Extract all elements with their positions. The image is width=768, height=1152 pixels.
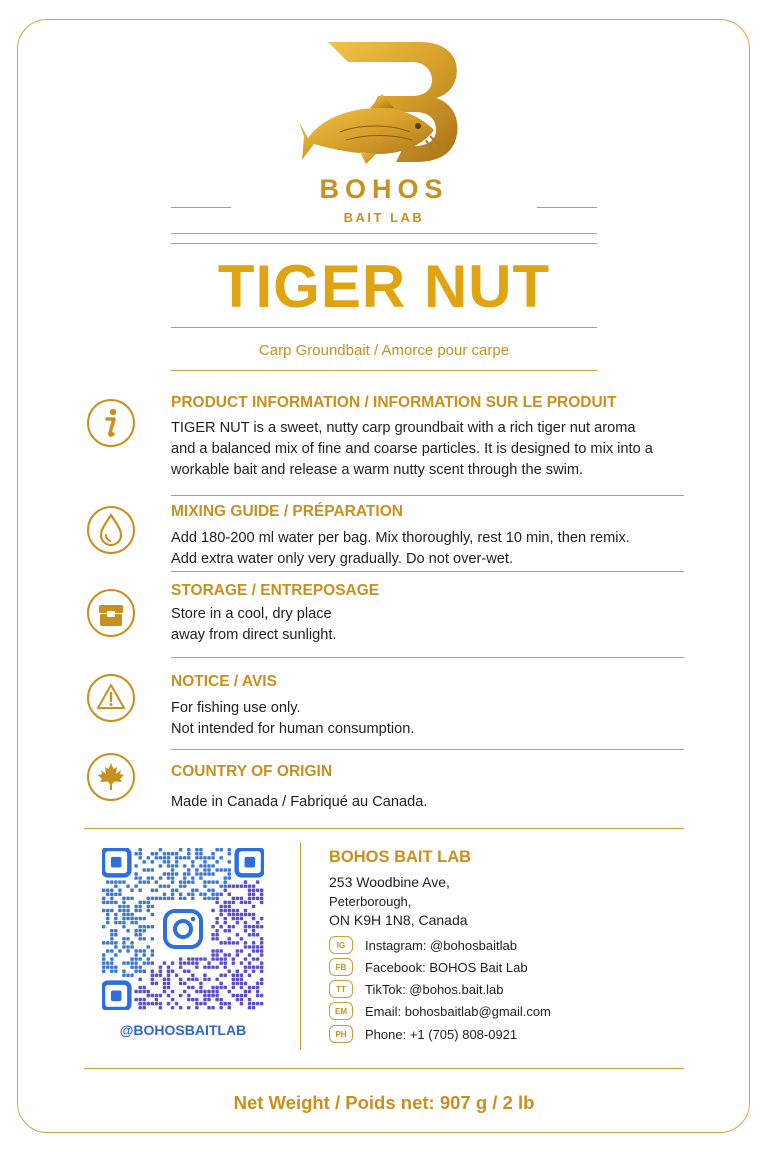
divider — [84, 828, 684, 829]
contact-tiktok[interactable] — [329, 979, 503, 999]
section-text: For fishing use only. Not intended for human consumption. — [171, 700, 415, 737]
contact-email[interactable] — [329, 1001, 551, 1021]
section-heading: NOTICE / AVIS — [171, 673, 277, 690]
contact-phone[interactable] — [329, 1024, 517, 1044]
warning-icon — [86, 673, 136, 723]
maple-leaf-icon — [86, 752, 136, 802]
phone-badge-icon: PH — [329, 1025, 353, 1043]
section-text: Made in Canada / Fabriqué au Canada. — [171, 794, 428, 810]
bohos-logo — [300, 36, 470, 176]
facebook-badge-icon: FB — [329, 958, 353, 976]
qr-handle: @BOHOSBAITLAB — [119, 1022, 247, 1038]
section-text: TIGER NUT is a sweet, nutty carp groundbait with a rich tiger nut aroma and a balanced mix of fine and coarse particles. It is designed to mix into a workable bait and release a warm nutty scent through the swim. — [171, 420, 653, 478]
section-heading: MIXING GUIDE / PRÉPARATION — [171, 503, 403, 520]
divider — [171, 233, 597, 234]
contact-text: Instagram: @bohosbaitlab — [365, 937, 517, 953]
divider — [171, 495, 684, 496]
brand-subtitle: BAIT LAB — [343, 210, 425, 225]
divider — [171, 657, 684, 658]
email-badge-icon: EM — [329, 1002, 353, 1020]
divider — [171, 207, 231, 208]
section-text: Store in a cool, dry place away from direct sunlight. — [171, 606, 337, 643]
section-heading: STORAGE / ENTREPOSAGE — [171, 582, 380, 599]
contact-text: Phone: +1 (705) 808-0921 — [365, 1026, 518, 1042]
brand-name: BOHOS — [319, 174, 449, 204]
storage-box-icon — [86, 588, 136, 638]
address-line: 253 Woodbine Ave, — [329, 874, 450, 890]
divider — [171, 243, 597, 244]
divider — [84, 1068, 684, 1069]
contact-text: Email: bohosbaitlab@gmail.com — [365, 1003, 551, 1019]
info-icon — [86, 398, 136, 448]
section-heading: PRODUCT INFORMATION / INFORMATION SUR LE PRODUIT — [171, 394, 617, 411]
product-subtitle: Carp Groundbait / Amorce pour carpe — [258, 342, 510, 359]
product-title: TIGER NUT — [217, 253, 551, 320]
company-name: BOHOS BAIT LAB — [329, 848, 472, 866]
contact-text: Facebook: BOHOS Bait Lab — [365, 959, 528, 975]
divider — [171, 327, 597, 328]
divider — [171, 370, 597, 371]
water-drop-icon — [86, 505, 136, 555]
contact-instagram[interactable] — [329, 935, 517, 955]
contact-facebook[interactable] — [329, 957, 528, 977]
address-line: ON K9H 1N8, Canada — [329, 912, 468, 928]
net-weight: Net Weight / Poids net: 907 g / 2 lb — [233, 1092, 535, 1113]
tiktok-badge-icon: TT — [329, 980, 353, 998]
qr-code[interactable] — [102, 848, 264, 1010]
section-heading: COUNTRY OF ORIGIN — [171, 763, 333, 780]
address-line: Peterborough, — [329, 894, 412, 909]
section-text: Add 180-200 ml water per bag. Mix thoroughly, rest 10 min, then remix. Add extra water only very gradually. Do not over-wet. — [171, 530, 630, 567]
divider — [171, 749, 684, 750]
divider — [537, 207, 597, 208]
instagram-badge-icon: IG — [329, 936, 353, 954]
contact-text: TikTok: @bohos.bait.lab — [365, 981, 504, 997]
vertical-divider — [300, 842, 301, 1050]
divider — [171, 571, 684, 572]
